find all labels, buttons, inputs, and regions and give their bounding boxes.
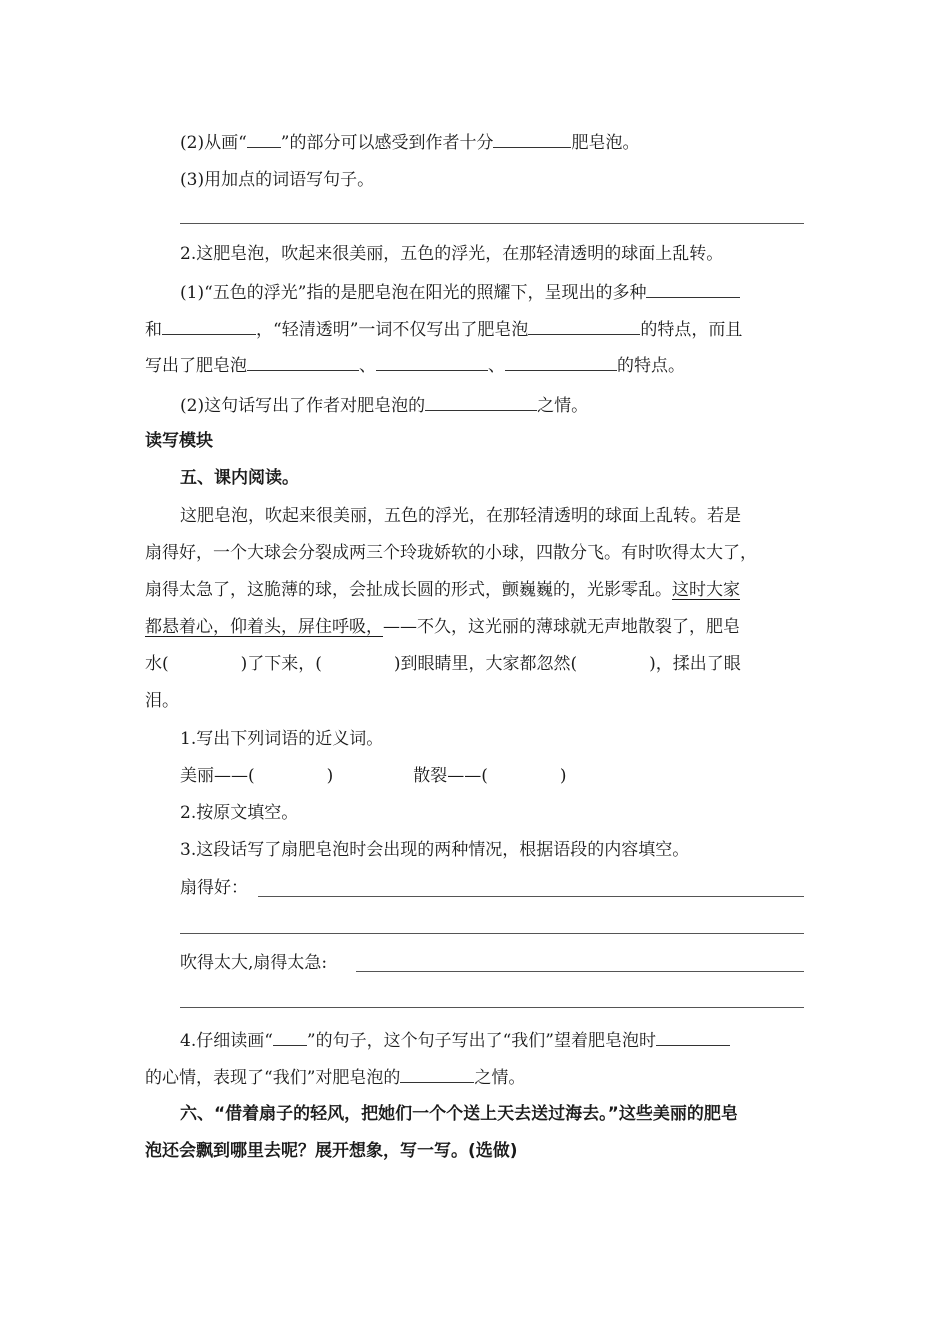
underline-mark-blank[interactable]	[247, 130, 281, 148]
passage-line-6: 泪。	[145, 691, 179, 711]
section-6-line-1: 六、“借着扇子的轻风，把她们一个个送上天去送过海去。”这些美丽的肥皂	[180, 1104, 738, 1124]
passage-line-3	[145, 578, 740, 602]
underline-mark-blank[interactable]	[273, 1028, 307, 1046]
answer-line[interactable]	[180, 1007, 804, 1008]
module-title: 读写模块	[145, 431, 213, 451]
q2-sub1-line2	[145, 317, 742, 342]
answer-blank[interactable]	[162, 317, 256, 335]
answer-blank[interactable]	[247, 353, 359, 371]
passage-text: )到眼睛里，大家都忽然(	[393, 654, 578, 674]
answer-line[interactable]	[258, 896, 804, 897]
passage-text: ——不久，这光丽的薄球就无声地散裂了，肥皂	[383, 617, 740, 637]
question-3-line: (3)用加点的词语写句子。	[180, 170, 375, 190]
answer-blank[interactable]	[505, 353, 617, 371]
q2-sub1-text: 写出了肥皂泡	[145, 356, 247, 376]
passage-line-5	[145, 652, 741, 676]
q4-text: 的心情，表现了“我们”对肥皂泡的	[145, 1068, 401, 1088]
passage-text: 水(	[145, 654, 169, 674]
answer-blank[interactable]	[425, 393, 537, 411]
answer-blank[interactable]	[528, 317, 640, 335]
q2-text-b: ”的部分可以感受到作者十分	[280, 133, 494, 153]
passage-line-2: 扇得好，一个大球会分裂成两三个玲珑娇软的小球，四散分飞。有时吹得太大了，	[145, 543, 757, 563]
q2-sub1-text: 、	[359, 356, 376, 376]
q2-sub2-text: (2)这句话写出了作者对肥皂泡的	[180, 396, 426, 416]
answer-blank[interactable]	[400, 1065, 474, 1083]
underlined-sentence: 都悬着心，仰着头，屏住呼吸，	[145, 617, 383, 637]
underlined-sentence: 这时大家	[672, 580, 740, 600]
q2-text-a: (2)从画“	[180, 133, 247, 153]
q2-sub1-text: 的特点。	[617, 356, 685, 376]
answer-line[interactable]	[180, 223, 804, 224]
q2-sub2-text: 之情。	[537, 396, 589, 416]
q4-text: 4.仔细读画“	[180, 1031, 273, 1051]
passage-text: 扇得太急了，这脆薄的球，会扯成长圆的形式，颤巍巍的，光影零乱。	[145, 580, 672, 600]
s5-q3-too-big	[180, 951, 327, 975]
q4-text: 之情。	[474, 1068, 526, 1088]
s5-q1-words	[180, 764, 567, 788]
s5-question-3: 3.这段话写了扇肥皂泡时会出现的两种情况，根据语段的内容填空。	[180, 840, 690, 860]
s5-q3-fan-well	[180, 876, 248, 900]
section-5-title: 五、课内阅读。	[180, 468, 299, 488]
question-2-line	[180, 130, 639, 155]
passage-line-4	[145, 615, 740, 639]
answer-blank[interactable]	[376, 353, 488, 371]
word-burst: 散裂——(	[413, 766, 488, 786]
q3-label-b: 吹得太大,扇得太急:	[180, 953, 328, 973]
word-beautiful: 美丽——(	[180, 766, 255, 786]
paren-close: )	[559, 766, 567, 786]
s5-question-4-line1	[180, 1028, 730, 1053]
q2-sub1-text: 、	[488, 356, 505, 376]
answer-line[interactable]	[356, 971, 804, 972]
q2-stem: 2.这肥皂泡，吹起来很美丽，五色的浮光，在那轻清透明的球面上乱转。	[180, 244, 724, 264]
answer-blank[interactable]	[493, 130, 571, 148]
s5-question-2: 2.按原文填空。	[180, 803, 299, 823]
q3-label-a: 扇得好：	[180, 878, 248, 898]
s5-question-1: 1.写出下列词语的近义词。	[180, 729, 384, 749]
passage-line-1: 这肥皂泡，吹起来很美丽，五色的浮光，在那轻清透明的球面上乱转。若是	[180, 506, 741, 526]
section-6-line-2: 泡还会飘到哪里去呢？展开想象，写一写。(选做)	[145, 1141, 518, 1161]
q2-sub1-text: 的特点，而且	[640, 320, 743, 340]
passage-text: )了下来，(	[240, 654, 322, 674]
answer-blank[interactable]	[656, 1028, 730, 1046]
q2-sub1-text: (1)“五色的浮光”指的是肥皂泡在阳光的照耀下，呈现出的多种	[180, 283, 647, 303]
s5-question-4-line2	[145, 1065, 525, 1090]
q2-sub1-line1	[180, 280, 740, 305]
q4-text: ”的句子，这个句子写出了“我们”望着肥皂泡时	[306, 1031, 656, 1051]
answer-blank[interactable]	[646, 280, 740, 298]
q2-sub1-text: 和	[145, 320, 162, 340]
q2-text-c: 肥皂泡。	[571, 133, 640, 153]
paren-close: )	[326, 766, 334, 786]
passage-text: )，揉出了眼	[649, 654, 741, 674]
q2-sub1-text: ，“轻清透明”一词不仅写出了肥皂泡	[256, 320, 529, 340]
answer-line[interactable]	[180, 933, 804, 934]
q2-sub1-line3	[145, 353, 685, 378]
q2-sub2-line	[180, 393, 588, 418]
